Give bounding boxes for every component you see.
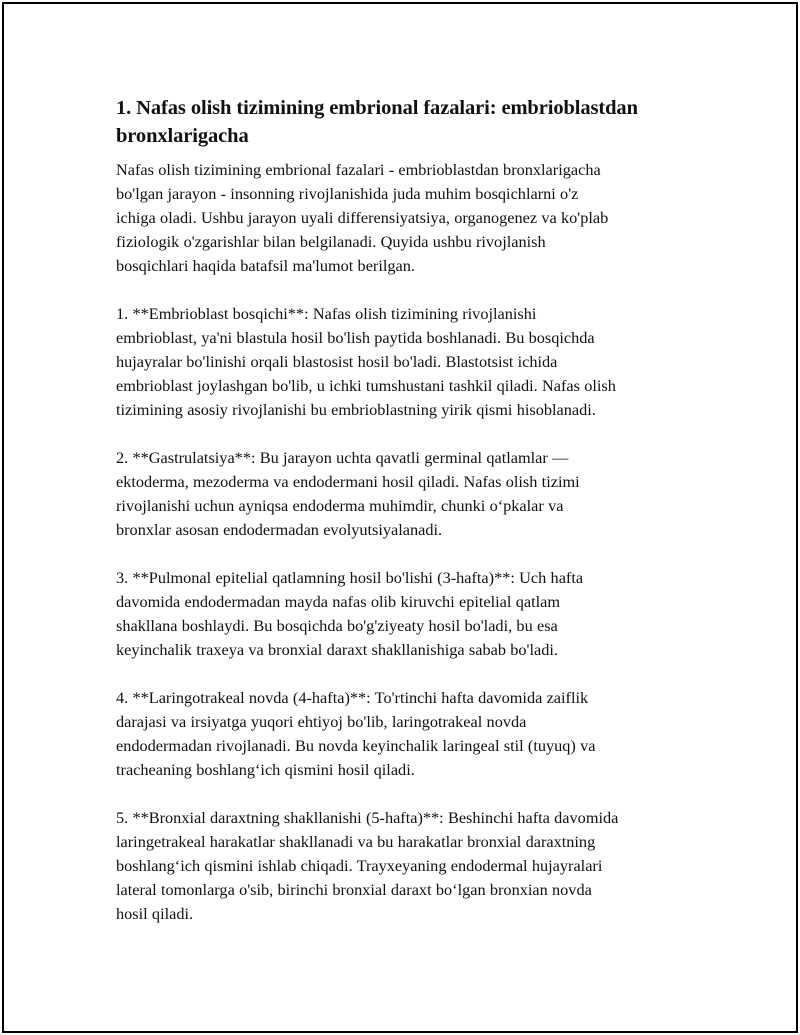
section-laringotrakeal: 4. **Laringotrakeal novda (4-hafta)**: To'rtinchi hafta davomida zaiflik darajasi va irsiyatga yuqori ehtiyoj bo'lib, laringotrakeal novda endodermadan rivojlanadi. Bu novda keyinchalik laringeal stil (tuyuq) va tracheaning boshlang‘ich qismini hosil qiladi. — [116, 688, 596, 779]
section-embrioblast: 1. **Embrioblast bosqichi**: Nafas olish tizimining rivojlanishi embrioblast, ya'ni blastula hosil bo'lish paytida boshlanadi. Bu bosqichda hujayralar bo'linishi orqali blastosist hosil bo'ladi. Blastotsist ichida embrioblast joylashgan bo'lib, u ichki tumshustani tashkil qiladi. Nafas olish tizimining asosiy rivojlanishi bu embrioblastning yirik qismi hisoblanadi. — [116, 304, 616, 419]
section-pulmonal-epitelial: 3. **Pulmonal epitelial qatlamning hosil bo'lishi (3-hafta)**: Uch hafta davomida endodermadan mayda nafas olib kiruvchi epitelial qatlam shakllana boshlaydi. Bu bosqichda bo'g'ziyeaty hosil bo'ladi, bu esa keyinchalik traxeya va bronxial daraxt shakllanishiga sabab bo'ladi. — [116, 568, 584, 659]
document-body — [116, 94, 688, 950]
document-title: 1. Nafas olish tizimining embrional fazalari: embrioblastdan bronxlarigacha — [116, 97, 638, 147]
section-gastrulatsiya: 2. **Gastrulatsiya**: Bu jarayon uchta qavatli germinal qatlamlar — ektoderma, mezoderma va endodermani hosil qiladi. Nafas olish tizimi rivojlanishi uchun ayniqsa endoderma muhimdir, chunki o‘pkalar va bronxlar asosan endodermadan evolyutsiyalanadi. — [116, 448, 580, 539]
section-bronxial-daraxt: 5. **Bronxial daraxtning shakllanishi (5-hafta)**: Beshinchi hafta davomida laringetrakeal harakatlar shakllanadi va bu harakatlar bronxial daraxtning boshlang‘ich qismini ishlab chiqadi. Trayxeyaning endodermal hujayralari lateral tomonlarga o'sib, birinchi bronxial daraxt bo‘lgan bronxian novda hosil qiladi. — [116, 808, 619, 923]
intro-paragraph: Nafas olish tizimining embrional fazalari - embrioblastdan bronxlarigacha bo'lgan jarayon - insonning rivojlanishida juda muhim bosqichlarni o'z ichiga oladi. Ushbu jarayon uyali differensiyatsiya, organogenez va ko'plab fiziologik o'zgarishlar bilan belgilanadi. Quyida ushbu rivojlanish bosqichlari haqida batafsil ma'lumot berilgan. — [116, 160, 609, 275]
